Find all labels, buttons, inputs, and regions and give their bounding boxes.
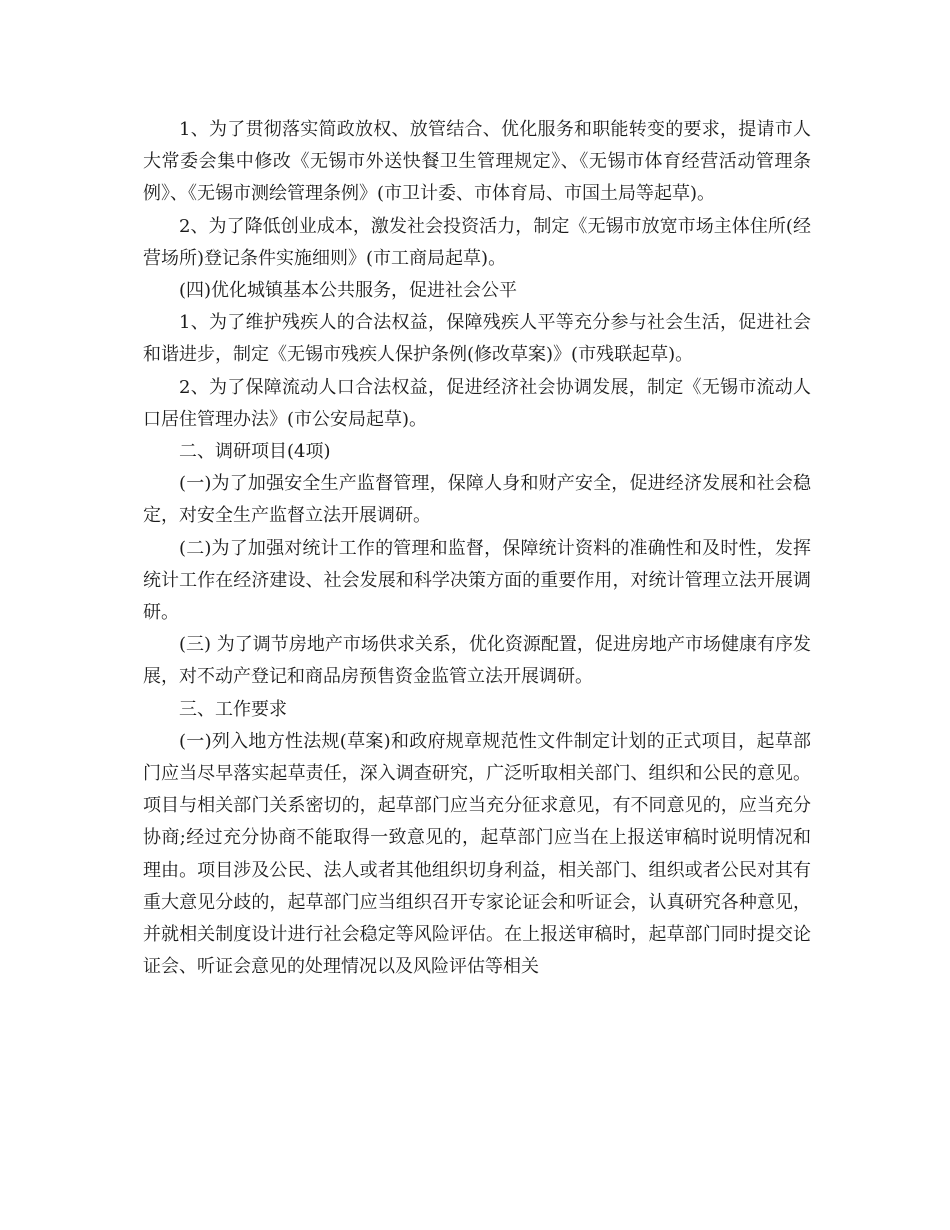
paragraph-business-registration: 2、为了降低创业成本，激发社会投资活力，制定《无锡市放宽市场主体住所(经营场所)登记条件实施细则》(市工商局起草)。 [143, 215, 811, 269]
paragraph-disabled-protection: 1、为了维护残疾人的合法权益，保障残疾人平等充分参与社会生活，促进社会和谐进步，制定《无锡市残疾人保护条例(修改草案)》(市残联起草)。 [143, 312, 811, 366]
paragraph-statistics: (二)为了加强对统计工作的管理和监督，保障统计资料的准确性和及时性，发挥统计工作在经济建设、社会发展和科学决策方面的重要作用，对统计管理立法开展调研。 [143, 537, 811, 624]
paragraph-real-estate: (三) 为了调节房地产市场供求关系，优化资源配置，促进房地产市场健康有序发展，对不动产登记和商品房预售资金监管立法开展调研。 [143, 634, 811, 688]
section-heading-public-services: (四)优化城镇基本公共服务，促进社会公平 [179, 280, 518, 302]
section-heading-research-projects: 二、调研项目(4项) [179, 441, 331, 463]
section-heading-work-requirements: 三、工作要求 [179, 698, 287, 720]
paragraph-drafting-requirements: (一)列入地方性法规(草案)和政府规章规范性文件制定计划的正式项目，起草部门应当尽早落实起草责任，深入调查研究，广泛听取相关部门、组织和公民的意见。项目与相关部门关系密切的，起草部门应当充分征求意见，有不同意见的，应当充分协商;经过充分协商不能取得一致意见的，起草部门应当在上报送审稿时说明情况和理由。项目涉及公民、法人或者其他组织切身利益，相关部门、组织或者公民对其有重大意见分歧的，起草部门应当组织召开专家论证会和听证会，认真研究各种意见，并就相关制度设计进行社会稳定等风险评估。在上报送审稿时，起草部门同时提交论证会、听证会意见的处理情况以及风险评估等相关 [143, 730, 811, 978]
paragraph-floating-population: 2、为了保障流动人口合法权益，促进经济社会协调发展，制定《无锡市流动人口居住管理办法》(市公安局起草)。 [143, 376, 811, 430]
document-body [143, 114, 811, 983]
paragraph-production-safety: (一)为了加强安全生产监督管理，保障人身和财产安全，促进经济发展和社会稳定，对安全生产监督立法开展调研。 [143, 473, 811, 527]
paragraph-revise-regulations: 1、为了贯彻落实简政放权、放管结合、优化服务和职能转变的要求，提请市人大常委会集中修改《无锡市外送快餐卫生管理规定》、《无锡市体育经营活动管理条例》、《无锡市测绘管理条例》(市卫计委、市体育局、市国土局等起草)。 [143, 119, 811, 205]
